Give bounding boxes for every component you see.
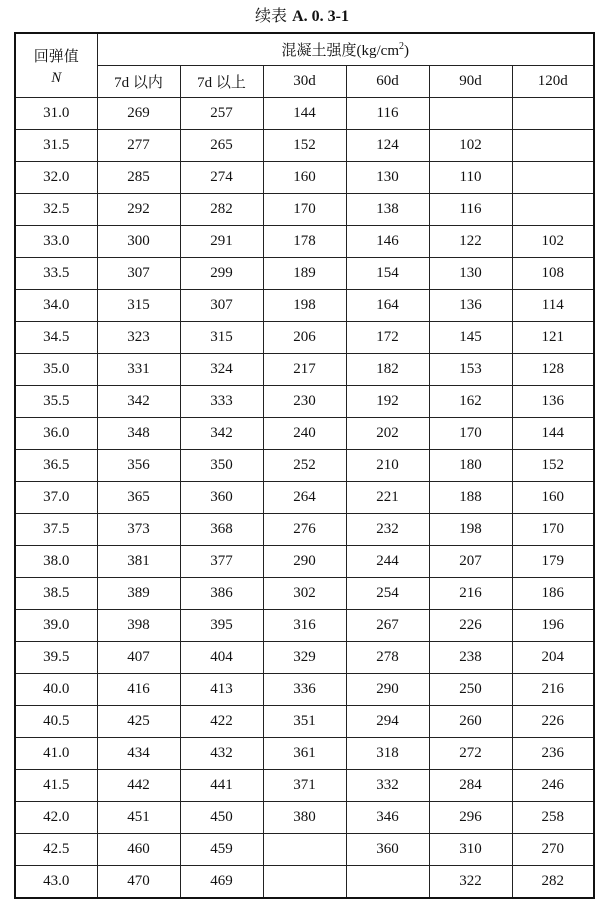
strength-value-cell xyxy=(263,834,346,866)
strength-value-cell: 210 xyxy=(346,450,429,482)
strength-value-cell: 371 xyxy=(263,770,346,802)
table-row xyxy=(15,578,594,610)
strength-value-cell: 146 xyxy=(346,226,429,258)
strength-value-cell: 381 xyxy=(97,546,180,578)
strength-value-cell: 226 xyxy=(512,706,594,738)
rebound-value-cell: 41.0 xyxy=(15,738,97,770)
strength-value-cell: 102 xyxy=(429,130,512,162)
strength-value-cell: 332 xyxy=(346,770,429,802)
column-header: 90d xyxy=(429,66,512,98)
column-header: 7d 以内 xyxy=(97,66,180,98)
strength-value-cell: 302 xyxy=(263,578,346,610)
strength-value-cell: 329 xyxy=(263,642,346,674)
strength-value-cell xyxy=(512,194,594,226)
rebound-value-cell: 32.5 xyxy=(15,194,97,226)
strength-value-cell: 246 xyxy=(512,770,594,802)
strength-value-cell: 114 xyxy=(512,290,594,322)
strength-header xyxy=(97,33,594,66)
rebound-value-cell: 38.0 xyxy=(15,546,97,578)
table-row xyxy=(15,258,594,290)
strength-value-cell: 130 xyxy=(429,258,512,290)
strength-value-cell: 108 xyxy=(512,258,594,290)
strength-value-cell: 170 xyxy=(512,514,594,546)
strength-value-cell: 361 xyxy=(263,738,346,770)
strength-value-cell: 145 xyxy=(429,322,512,354)
strength-value-cell: 331 xyxy=(97,354,180,386)
rebound-value-cell: 34.0 xyxy=(15,290,97,322)
rebound-value-cell: 40.0 xyxy=(15,674,97,706)
strength-value-cell: 240 xyxy=(263,418,346,450)
strength-value-cell: 180 xyxy=(429,450,512,482)
strength-value-cell: 310 xyxy=(429,834,512,866)
strength-value-cell: 170 xyxy=(429,418,512,450)
strength-value-cell: 389 xyxy=(97,578,180,610)
table-row xyxy=(15,642,594,674)
strength-value-cell: 342 xyxy=(97,386,180,418)
strength-value-cell: 152 xyxy=(263,130,346,162)
column-header: 120d xyxy=(512,66,594,98)
strength-value-cell: 386 xyxy=(180,578,263,610)
strength-value-cell: 160 xyxy=(512,482,594,514)
rebound-value-cell: 34.5 xyxy=(15,322,97,354)
strength-value-cell: 265 xyxy=(180,130,263,162)
strength-value-cell: 217 xyxy=(263,354,346,386)
strength-value-cell: 380 xyxy=(263,802,346,834)
strength-value-cell: 192 xyxy=(346,386,429,418)
strength-value-cell: 368 xyxy=(180,514,263,546)
strength-value-cell: 170 xyxy=(263,194,346,226)
strength-value-cell: 365 xyxy=(97,482,180,514)
strength-value-cell: 432 xyxy=(180,738,263,770)
rebound-label: 回弹值 xyxy=(33,48,79,65)
table-row xyxy=(15,482,594,514)
strength-value-cell: 154 xyxy=(346,258,429,290)
strength-value-cell: 350 xyxy=(180,450,263,482)
strength-value-cell: 116 xyxy=(346,98,429,130)
strength-value-cell: 315 xyxy=(180,322,263,354)
table-row xyxy=(15,834,594,866)
column-header: 60d xyxy=(346,66,429,98)
strength-value-cell xyxy=(512,162,594,194)
strength-value-cell: 346 xyxy=(346,802,429,834)
strength-value-cell: 188 xyxy=(429,482,512,514)
strength-value-cell: 182 xyxy=(346,354,429,386)
strength-value-cell: 322 xyxy=(429,866,512,899)
strength-value-cell: 121 xyxy=(512,322,594,354)
table-title xyxy=(0,4,604,29)
strength-value-cell: 144 xyxy=(512,418,594,450)
rebound-value-cell: 35.0 xyxy=(15,354,97,386)
rebound-value-cell: 38.5 xyxy=(15,578,97,610)
strength-value-cell: 284 xyxy=(429,770,512,802)
strength-value-cell xyxy=(512,98,594,130)
strength-value-cell: 110 xyxy=(429,162,512,194)
strength-value-cell: 216 xyxy=(429,578,512,610)
rebound-value-cell: 32.0 xyxy=(15,162,97,194)
strength-value-cell: 290 xyxy=(346,674,429,706)
strength-value-cell: 236 xyxy=(512,738,594,770)
column-header: 30d xyxy=(263,66,346,98)
strength-value-cell: 307 xyxy=(97,258,180,290)
strength-value-cell: 198 xyxy=(429,514,512,546)
strength-value-cell: 292 xyxy=(97,194,180,226)
strength-value-cell: 451 xyxy=(97,802,180,834)
rebound-header xyxy=(15,33,97,98)
strength-value-cell: 144 xyxy=(263,98,346,130)
table-title-code: A. 0. 3-1 xyxy=(292,8,349,25)
strength-value-cell: 404 xyxy=(180,642,263,674)
strength-value-cell: 178 xyxy=(263,226,346,258)
strength-value-cell: 216 xyxy=(512,674,594,706)
strength-value-cell: 422 xyxy=(180,706,263,738)
strength-value-cell: 291 xyxy=(180,226,263,258)
table-row xyxy=(15,738,594,770)
strength-value-cell: 356 xyxy=(97,450,180,482)
table-row xyxy=(15,674,594,706)
rebound-value-cell: 31.0 xyxy=(15,98,97,130)
strength-value-cell: 336 xyxy=(263,674,346,706)
strength-value-cell: 207 xyxy=(429,546,512,578)
strength-value-cell: 459 xyxy=(180,834,263,866)
strength-value-cell: 269 xyxy=(97,98,180,130)
strength-value-cell: 342 xyxy=(180,418,263,450)
table-body xyxy=(15,98,594,899)
strength-value-cell: 267 xyxy=(346,610,429,642)
table-row xyxy=(15,322,594,354)
strength-value-cell: 316 xyxy=(263,610,346,642)
strength-value-cell: 252 xyxy=(263,450,346,482)
strength-value-cell: 260 xyxy=(429,706,512,738)
strength-value-cell: 277 xyxy=(97,130,180,162)
rebound-symbol: N xyxy=(51,69,62,86)
strength-value-cell: 138 xyxy=(346,194,429,226)
strength-label-close: ) xyxy=(404,43,409,59)
strength-value-cell: 315 xyxy=(97,290,180,322)
strength-value-cell: 179 xyxy=(512,546,594,578)
column-header-row xyxy=(15,66,594,98)
strength-value-cell xyxy=(346,866,429,899)
strength-value-cell: 425 xyxy=(97,706,180,738)
rebound-value-cell: 40.5 xyxy=(15,706,97,738)
rebound-value-cell: 37.0 xyxy=(15,482,97,514)
strength-value-cell: 300 xyxy=(97,226,180,258)
table-row xyxy=(15,194,594,226)
strength-value-cell: 296 xyxy=(429,802,512,834)
table-row xyxy=(15,354,594,386)
strength-value-cell: 398 xyxy=(97,610,180,642)
rebound-value-cell: 33.0 xyxy=(15,226,97,258)
table-row xyxy=(15,450,594,482)
table-row xyxy=(15,514,594,546)
rebound-value-cell: 42.5 xyxy=(15,834,97,866)
strength-value-cell: 434 xyxy=(97,738,180,770)
strength-value-cell: 250 xyxy=(429,674,512,706)
rebound-strength-table xyxy=(14,32,595,899)
table-row xyxy=(15,290,594,322)
strength-value-cell: 254 xyxy=(346,578,429,610)
strength-value-cell: 274 xyxy=(180,162,263,194)
strength-value-cell: 189 xyxy=(263,258,346,290)
strength-value-cell: 377 xyxy=(180,546,263,578)
strength-value-cell xyxy=(512,130,594,162)
strength-value-cell: 470 xyxy=(97,866,180,899)
rebound-value-cell: 36.0 xyxy=(15,418,97,450)
strength-value-cell: 278 xyxy=(346,642,429,674)
strength-value-cell: 333 xyxy=(180,386,263,418)
table-row xyxy=(15,386,594,418)
table-row xyxy=(15,802,594,834)
strength-value-cell: 407 xyxy=(97,642,180,674)
strength-value-cell: 160 xyxy=(263,162,346,194)
table-row xyxy=(15,706,594,738)
strength-value-cell: 294 xyxy=(346,706,429,738)
strength-value-cell: 285 xyxy=(97,162,180,194)
table-row xyxy=(15,546,594,578)
strength-value-cell: 413 xyxy=(180,674,263,706)
strength-label: 混凝土强度(kg/cm xyxy=(281,43,399,59)
rebound-value-cell: 43.0 xyxy=(15,866,97,899)
rebound-value-cell: 41.5 xyxy=(15,770,97,802)
table-row xyxy=(15,610,594,642)
strength-value-cell: 130 xyxy=(346,162,429,194)
strength-value-cell: 460 xyxy=(97,834,180,866)
strength-value-cell: 136 xyxy=(429,290,512,322)
strength-value-cell: 290 xyxy=(263,546,346,578)
strength-value-cell: 442 xyxy=(97,770,180,802)
strength-value-cell: 226 xyxy=(429,610,512,642)
rebound-value-cell: 36.5 xyxy=(15,450,97,482)
strength-value-cell: 232 xyxy=(346,514,429,546)
strength-value-cell: 204 xyxy=(512,642,594,674)
rebound-value-cell: 31.5 xyxy=(15,130,97,162)
table-row xyxy=(15,98,594,130)
strength-value-cell: 272 xyxy=(429,738,512,770)
strength-value-cell: 323 xyxy=(97,322,180,354)
strength-value-cell: 238 xyxy=(429,642,512,674)
table-row xyxy=(15,770,594,802)
table-title-prefix: 续表 xyxy=(255,6,288,25)
strength-value-cell: 276 xyxy=(263,514,346,546)
strength-value-cell: 202 xyxy=(346,418,429,450)
strength-value-cell: 450 xyxy=(180,802,263,834)
strength-value-cell: 244 xyxy=(346,546,429,578)
strength-value-cell: 257 xyxy=(180,98,263,130)
strength-value-cell: 318 xyxy=(346,738,429,770)
strength-value-cell: 441 xyxy=(180,770,263,802)
rebound-value-cell: 39.5 xyxy=(15,642,97,674)
strength-value-cell: 122 xyxy=(429,226,512,258)
strength-value-cell: 351 xyxy=(263,706,346,738)
strength-value-cell: 373 xyxy=(97,514,180,546)
strength-value-cell: 116 xyxy=(429,194,512,226)
strength-value-cell: 324 xyxy=(180,354,263,386)
strength-value-cell: 128 xyxy=(512,354,594,386)
strength-value-cell: 221 xyxy=(346,482,429,514)
strength-value-cell: 395 xyxy=(180,610,263,642)
strength-value-cell: 102 xyxy=(512,226,594,258)
strength-value-cell: 348 xyxy=(97,418,180,450)
rebound-value-cell: 33.5 xyxy=(15,258,97,290)
strength-value-cell: 258 xyxy=(512,802,594,834)
strength-value-cell: 264 xyxy=(263,482,346,514)
rebound-value-cell: 37.5 xyxy=(15,514,97,546)
strength-value-cell: 299 xyxy=(180,258,263,290)
strength-value-cell: 469 xyxy=(180,866,263,899)
strength-value-cell: 198 xyxy=(263,290,346,322)
strength-value-cell: 186 xyxy=(512,578,594,610)
strength-value-cell: 416 xyxy=(97,674,180,706)
table-row xyxy=(15,418,594,450)
rebound-value-cell: 39.0 xyxy=(15,610,97,642)
strength-value-cell: 360 xyxy=(180,482,263,514)
column-header: 7d 以上 xyxy=(180,66,263,98)
strength-value-cell: 360 xyxy=(346,834,429,866)
strength-value-cell: 230 xyxy=(263,386,346,418)
strength-value-cell: 196 xyxy=(512,610,594,642)
strength-value-cell: 153 xyxy=(429,354,512,386)
strength-unit-sup: 2 xyxy=(399,41,404,52)
rebound-value-cell: 35.5 xyxy=(15,386,97,418)
strength-value-cell: 206 xyxy=(263,322,346,354)
strength-value-cell: 164 xyxy=(346,290,429,322)
strength-value-cell: 282 xyxy=(512,866,594,899)
strength-value-cell: 172 xyxy=(346,322,429,354)
strength-value-cell: 124 xyxy=(346,130,429,162)
table-row xyxy=(15,130,594,162)
rebound-value-cell: 42.0 xyxy=(15,802,97,834)
strength-value-cell: 162 xyxy=(429,386,512,418)
strength-value-cell: 282 xyxy=(180,194,263,226)
strength-value-cell: 270 xyxy=(512,834,594,866)
strength-value-cell: 136 xyxy=(512,386,594,418)
strength-value-cell xyxy=(263,866,346,899)
table-row xyxy=(15,226,594,258)
strength-value-cell: 307 xyxy=(180,290,263,322)
strength-value-cell xyxy=(429,98,512,130)
table-row xyxy=(15,866,594,899)
strength-value-cell: 152 xyxy=(512,450,594,482)
table-row xyxy=(15,162,594,194)
